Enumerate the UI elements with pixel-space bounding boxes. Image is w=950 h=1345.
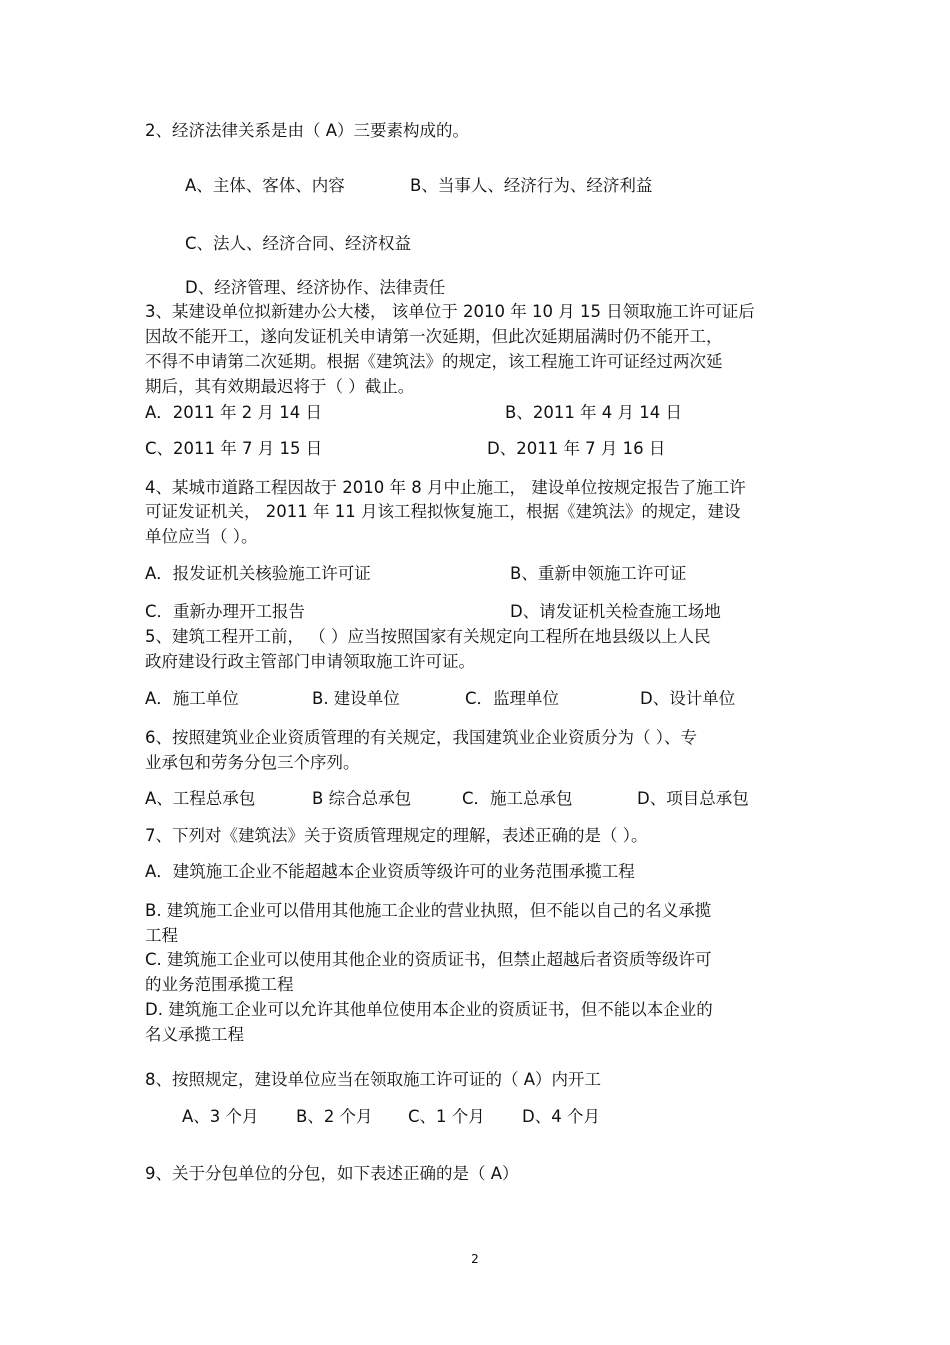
- q8-option-c: C、1 个月: [408, 1107, 485, 1126]
- q3-option-b: B、2011 年 4 月 14 日: [505, 403, 683, 422]
- q9-stem: 9、关于分包单位的分包，如下表述正确的是（ A）: [145, 1164, 519, 1183]
- q7-option-b-line2: 工程: [145, 926, 178, 945]
- q4-option-b: B、重新申领施工许可证: [510, 564, 687, 583]
- q2-option-a: A、主体、客体、内容: [185, 176, 345, 195]
- q2-option-c: C、法人、经济合同、经济权益: [185, 234, 412, 253]
- page-number: 2: [471, 1252, 479, 1266]
- q8-option-a: A、3 个月: [182, 1107, 259, 1126]
- q7-option-c-line1: C. 建筑施工企业可以使用其他企业的资质证书，但禁止超越后者资质等级许可: [145, 950, 712, 969]
- q2-stem: 2、经济法律关系是由（ A）三要素构成的。: [145, 121, 470, 140]
- q5-option-b: B. 建设单位: [312, 689, 400, 708]
- q7-option-d-line2: 名义承揽工程: [145, 1025, 244, 1044]
- q3-stem-line3: 不得不申请第二次延期。根据《建筑法》的规定，该工程施工许可证经过两次延: [145, 352, 723, 371]
- q6-stem-line1: 6、按照建筑业企业资质管理的有关规定，我国建筑业企业资质分为（ ）、专: [145, 728, 697, 747]
- q7-option-c-line2: 的业务范围承揽工程: [145, 975, 294, 994]
- q7-option-b-line1: B. 建筑施工企业可以借用其他施工企业的营业执照，但不能以自己的名义承揽: [145, 901, 712, 920]
- q5-stem-line1: 5、建筑工程开工前， （ ）应当按照国家有关规定向工程所在地县级以上人民: [145, 627, 711, 646]
- q3-option-d: D、2011 年 7 月 16 日: [487, 439, 666, 458]
- q5-stem-line2: 政府建设行政主管部门申请领取施工许可证。: [145, 652, 475, 671]
- q7-option-d-line1: D. 建筑施工企业可以允许其他单位使用本企业的资质证书，但不能以本企业的: [145, 1000, 713, 1019]
- q4-option-c: C．重新办理开工报告: [145, 602, 306, 621]
- q6-option-a: A、工程总承包: [145, 789, 256, 808]
- q4-option-d: D、请发证机关检查施工场地: [510, 602, 721, 621]
- q6-stem-line2: 业承包和劳务分包三个序列。: [145, 753, 360, 772]
- q4-stem-line2: 可证发证机关， 2011 年 11 月该工程拟恢复施工，根据《建筑法》的规定，建设: [145, 502, 741, 521]
- q4-option-a: A．报发证机关核验施工许可证: [145, 564, 371, 583]
- q5-option-c: C．监理单位: [465, 689, 560, 708]
- q7-option-a: A．建筑施工企业不能超越本企业资质等级许可的业务范围承揽工程: [145, 862, 635, 881]
- q5-option-a: A．施工单位: [145, 689, 239, 708]
- q8-option-b: B、2 个月: [296, 1107, 373, 1126]
- q7-stem: 7、下列对《建筑法》关于资质管理规定的理解，表述正确的是（ ）。: [145, 826, 648, 845]
- q3-stem-line1: 3、某建设单位拟新建办公大楼， 该单位于 2010 年 10 月 15 日领取施工许可证后: [145, 302, 755, 321]
- q4-stem-line1: 4、某城市道路工程因故于 2010 年 8 月中止施工， 建设单位按规定报告了施工许: [145, 478, 746, 497]
- q8-option-d: D、4 个月: [522, 1107, 600, 1126]
- q6-option-d: D、项目总承包: [637, 789, 749, 808]
- q8-stem: 8、按照规定，建设单位应当在领取施工许可证的（ A）内开工: [145, 1070, 602, 1089]
- q6-option-c: C．施工总承包: [462, 789, 573, 808]
- q6-option-b: B 综合总承包: [312, 789, 412, 808]
- q3-option-a: A．2011 年 2 月 14 日: [145, 403, 322, 422]
- q3-stem-line4: 期后，其有效期最迟将于（ ）截止。: [145, 377, 415, 396]
- q2-option-d: D、经济管理、经济协作、法律责任: [185, 278, 446, 297]
- q3-option-c: C、2011 年 7 月 15 日: [145, 439, 323, 458]
- q4-stem-line3: 单位应当（ ）。: [145, 527, 258, 546]
- q3-stem-line2: 因故不能开工，遂向发证机关申请第一次延期，但此次延期届满时仍不能开工，: [145, 327, 723, 346]
- q5-option-d: D、设计单位: [640, 689, 736, 708]
- q2-option-b: B、当事人、经济行为、经济利益: [410, 176, 653, 195]
